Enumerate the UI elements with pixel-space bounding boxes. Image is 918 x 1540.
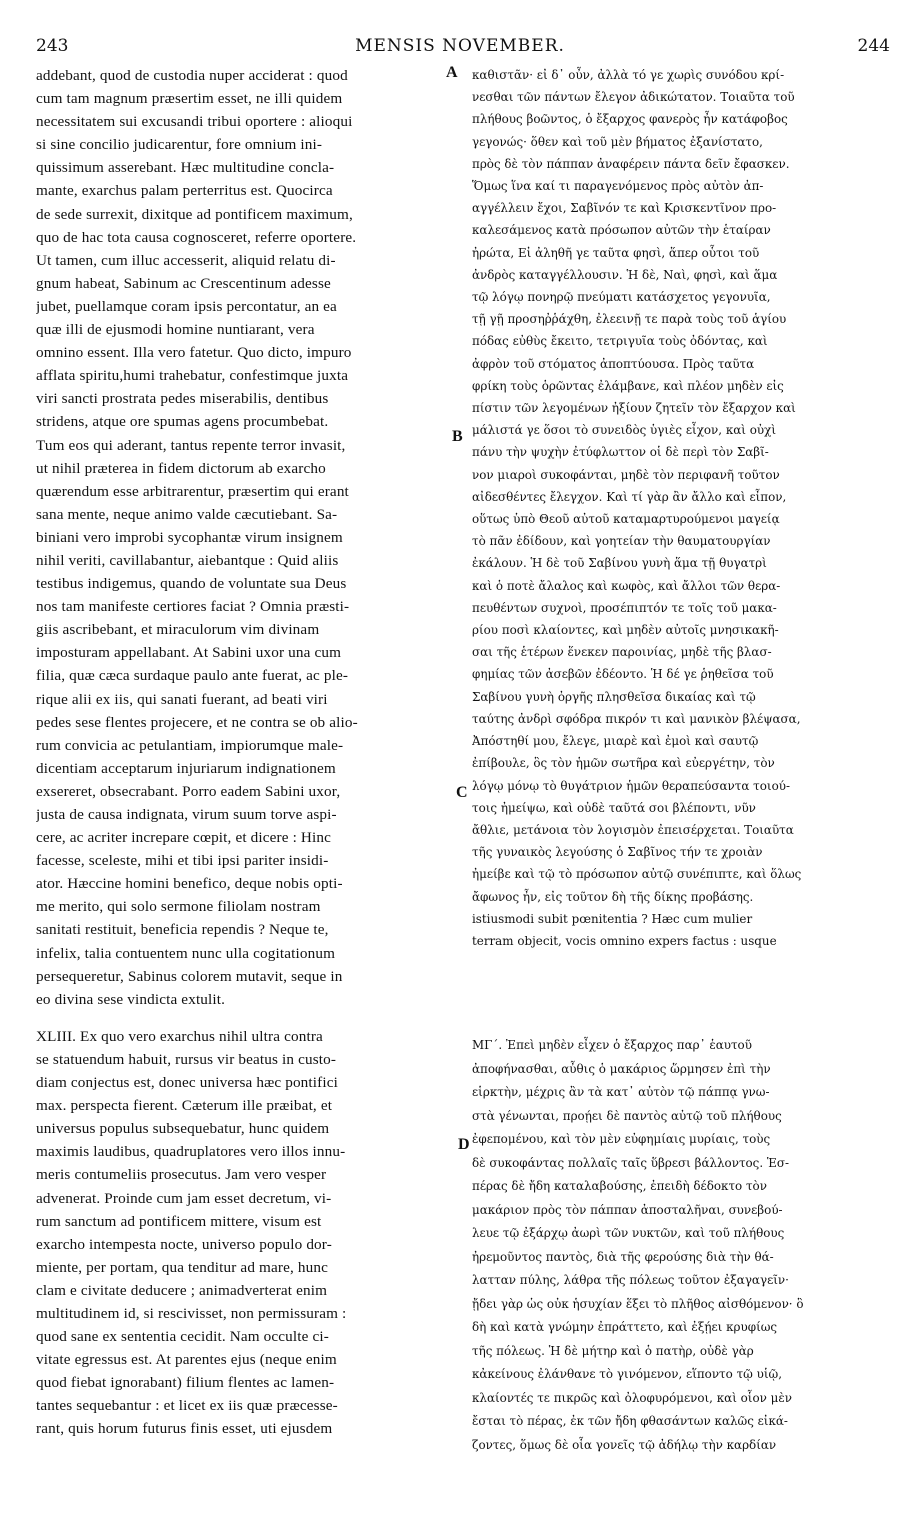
latin-text-line: necessitatem sui excusandi tribui oportere : alioqui bbox=[36, 113, 353, 131]
greek-column-bottom bbox=[472, 1034, 890, 1457]
greek-text-line: νον μιαροὶ συκοφάνται, μηδὲ τὸν περιφανῆ τοῦτον bbox=[472, 467, 780, 482]
latin-text-line: afflata spiritu,humi trahebatur, confestimque juxta bbox=[36, 367, 349, 385]
latin-text-line: miente, per portam, qua tenditur ad mare, hunc bbox=[36, 1258, 328, 1276]
latin-text-line: exsereret, obsecrabant. Porro eadem Sabini uxor, bbox=[36, 782, 341, 800]
latin-text-line: ator. Hæccine homini benefico, deque nobis opti- bbox=[36, 875, 343, 893]
latin-text-line: tantes sequebantur : et licet ex iis quæ præcesse- bbox=[36, 1397, 338, 1415]
section-marker-d: D bbox=[458, 1136, 470, 1153]
greek-text-line: ρίου ποσὶ κλαίοντες, καὶ μηδὲν αὐτοῖς μνησικακῆ- bbox=[472, 623, 779, 638]
greek-text-line: terram objecit, vocis omnino expers factus : usque bbox=[472, 933, 777, 948]
latin-text-line: me merito, qui solo sermone filiolam nostram bbox=[36, 898, 321, 916]
greek-text-line: ἐπίβουλε, ὃς τὸν ἡμῶν σωτῆρα καὶ εὐεργέτην, τὸν bbox=[472, 756, 775, 771]
page-number-left: 243 bbox=[36, 36, 69, 56]
latin-text-line: cum tam magnum præsertim esset, ne illi quidem bbox=[36, 90, 343, 108]
greek-text-line: κλαίοντές τε πικρῶς καὶ ὀλοφυρόμενοι, καὶ οἷον μὲν bbox=[472, 1390, 792, 1405]
greek-text-line: στὰ γένωνται, προῄει δὲ παντὸς αὐτῷ τοῦ πλήθους bbox=[472, 1108, 782, 1123]
latin-text-line: imposturam appellabant. At Sabini uxor una cum bbox=[36, 644, 342, 662]
greek-text-line: πέρας δὲ ἤδη καταλαβούσης, ἐπειδὴ δέδοκτο τὸν bbox=[472, 1179, 767, 1193]
greek-text-line: φρίκη τοὺς ὁρῶντας ἐλάμβανε, καὶ πλέον μηδὲν εἰς bbox=[472, 378, 784, 393]
latin-text-line: cere, ac acriter increpare cœpit, et dicere : Hinc bbox=[36, 829, 332, 847]
greek-text-line: ἀποφήνασθαι, αὖθις ὁ μακάριος ὥρμησεν ἐπὶ τὴν bbox=[472, 1061, 771, 1076]
latin-text-line: infelix, talia contuentem nunc ulla cogitationum bbox=[36, 944, 336, 962]
page-header bbox=[30, 36, 890, 62]
greek-text-line: πευθέντων συχνοὶ, προσέπιπτόν τε τοῖς τοῦ μακα- bbox=[472, 600, 777, 615]
greek-text-line: οὕτως ὑπὸ Θεοῦ αὐτοῦ καταμαρτυρούμενοι μαγείᾳ bbox=[472, 512, 780, 527]
latin-text-line: omnino essent. Illa vero fatetur. Quo dicto, impuro bbox=[36, 344, 352, 362]
latin-text-line: de sede surrexit, dixitque ad pontificem maximum, bbox=[36, 205, 353, 223]
greek-text-line: τῷ λόγῳ πονηρῷ πνεύματι κατάσχετος γεγονυῖα, bbox=[472, 290, 771, 305]
greek-text-line: μακάριον πρὸς τὸν πάππαν ἀποσταλῆναι, συνεβού- bbox=[472, 1202, 783, 1217]
latin-text-line: exarcho intempesta nocte, universo populo dor- bbox=[36, 1235, 332, 1253]
latin-text-line: max. perspecta fierent. Cæterum ille præibat, et bbox=[36, 1097, 333, 1115]
latin-text-line: jubet, puellamque coram ipsis percontatur, an ea bbox=[36, 297, 337, 315]
greek-text-line: λόγῳ μόνῳ τὸ θυγάτριον ἡμῶν θεραπεύσαντα τοιού- bbox=[472, 778, 790, 793]
greek-text-line: istiusmodi subit pœnitentia ? Hæc cum mulier bbox=[472, 911, 753, 926]
greek-text-line: πόδας εὐθὺς ἔκειτο, τετριγυῖα τοὺς ὀδόντας, καὶ bbox=[472, 334, 768, 349]
greek-text-line: ταύτης ἀνδρὶ σφόδρα πικρόν τι καὶ μανικὸν βλέψασα, bbox=[472, 711, 801, 726]
greek-text-line: ἠρεμοῦντος παντὸς, διὰ τῆς φερούσης διὰ τὴν θά- bbox=[472, 1249, 774, 1264]
greek-text-line: τὸ πᾶν ἐδίδουν, καὶ γοητείαν τὴν θαυματουργίαν bbox=[472, 534, 771, 549]
latin-text-line: pedes sese flentes projecere, et ne contra se ob alio- bbox=[36, 713, 358, 731]
latin-text-line: maximis laudibus, quadruplatores vero illos innu- bbox=[36, 1143, 346, 1161]
page-number-right: 244 bbox=[857, 36, 890, 56]
latin-text-line: quo de hac tota causa cognosceret, referre oportere. bbox=[36, 228, 357, 246]
greek-text-line: ἐκάλουν. Ἡ δὲ τοῦ Σαβίνου γυνὴ ἅμα τῇ θυγατρὶ bbox=[472, 556, 767, 571]
latin-text-line: universus populus subsequebatur, hunc quidem bbox=[36, 1120, 330, 1138]
greek-text-line: καλεσάμενος κατὰ πρόσωπον αὐτῶν τὴν ἑταίραν bbox=[472, 223, 771, 238]
greek-text-line: ἠρώτα, Εἰ ἀληθῆ γε ταῦτα φησὶ, ἅπερ οὗτοι τοῦ bbox=[472, 245, 760, 260]
latin-text-line: rant, quis horum futurus finis esset, uti ejusdem bbox=[36, 1420, 333, 1438]
latin-text-line: clam e civitate deducere ; animadverterat enim bbox=[36, 1281, 328, 1299]
latin-text-line: quod fiebat ignorabant) filium flentes ac lamen- bbox=[36, 1374, 335, 1392]
greek-text-line: ἀνδρὸς καταγγέλλουσιν. Ἡ δὲ, Ναὶ, φησὶ, καὶ ἅμα bbox=[472, 267, 778, 282]
greek-text-line: λατταν πύλης, λάθρα τῆς πόλεως τοῦτον ἐξαγαγεῖν· bbox=[472, 1273, 789, 1287]
greek-text-line: πλήθους βοῶντος, ὁ ἔξαρχος φανερὸς ἦν κατάφοβος bbox=[472, 112, 788, 127]
greek-text-line: τῆς πόλεως. Ἡ δὲ μήτηρ καὶ ὁ πατὴρ, οὐδὲ γὰρ bbox=[472, 1343, 754, 1358]
latin-text-line: XLIII. Ex quo vero exarchus nihil ultra contra bbox=[36, 1027, 323, 1045]
latin-text-line: justa de causa indignata, virum suum torve aspi- bbox=[36, 806, 337, 823]
latin-text-line: advenerat. Proinde cum jam esset decretum, vi- bbox=[36, 1189, 332, 1207]
latin-column bbox=[36, 64, 460, 1441]
greek-text-line: καὶ ὁ ποτὲ ἄλαλος καὶ κωφὸς, καὶ ἄλλοι τῶν θερα- bbox=[472, 578, 781, 593]
paragraph-gap bbox=[36, 1011, 460, 1025]
latin-text-line: Tum eos qui aderant, tantus repente terror invasit, bbox=[36, 436, 346, 454]
latin-text-line: nos tam manifeste certiores faciat ? Omnia præsti- bbox=[36, 598, 350, 616]
latin-text-line: rum sanctum ad pontificem mittere, visum est bbox=[36, 1212, 322, 1230]
latin-text-line: rique alii ex iis, qui sanati fuerant, ad beati viri bbox=[36, 690, 328, 708]
greek-text-line: δὴ καὶ κατὰ γνώμην ἐπράττετο, καὶ ἐξῄει κρυφίως bbox=[472, 1320, 778, 1334]
latin-text-line: nihil veriti, cavillabantur, aiebantque : Quid aliis bbox=[36, 551, 339, 569]
greek-text-line: τῆς γυναικὸς λεγούσης ὁ Σαβῖνος τήν τε χροιὰν bbox=[472, 845, 763, 860]
greek-text-line: λευε τῷ ἐξάρχῳ ἀωρὶ τῶν νυκτῶν, καὶ τοῦ πλήθους bbox=[472, 1226, 785, 1240]
greek-text-line: δὲ συκοφάντας πολλαῖς ταῖς ὕβρεσι βάλλοντος. Ἑσ- bbox=[472, 1155, 790, 1170]
latin-text-line: filia, quæ cæca surdaque paulo ante fuerat, ac ple- bbox=[36, 667, 349, 685]
greek-text-line: τοις ἠμείψω, καὶ οὐδὲ ταῦτά σοι βλέποντι, νῦν bbox=[472, 800, 756, 815]
greek-text-line: φημίας τῶν ἀσεβῶν ἐδέοντο. Ἡ δέ γε ῥηθεῖσα τοῦ bbox=[472, 667, 774, 682]
greek-text-line: εἱρκτὴν, μέχρις ἂν τὰ κατ᾽ αὐτὸν τῷ πάππᾳ γνω- bbox=[472, 1085, 770, 1099]
latin-text-line: testibus indigemus, quando de voluntate sua Deus bbox=[36, 575, 347, 593]
greek-text-line: πρὸς δὲ τὸν πάππαν ἀναφέρειν πάντα δεῖν ἔφασκεν. bbox=[472, 156, 790, 171]
section-marker-a: A bbox=[446, 64, 458, 81]
greek-text-line: νεσθαι τῶν πάντων ἔλεγον ἀδικώτατον. Τοιαῦτα τοῦ bbox=[472, 90, 795, 105]
latin-text-line: se statuendum habuit, rursus vir beatus in custo- bbox=[36, 1050, 337, 1068]
latin-text-line: quissimum asserebant. Hæc multitudine concla- bbox=[36, 159, 335, 177]
latin-text-line: rum convicia ac petulantiam, impiorumque male- bbox=[36, 736, 344, 754]
greek-text-line: κἀκείνους ἐλάνθανε τὸ γινόμενον, εἵποντο τῷ υἱῷ, bbox=[472, 1367, 782, 1381]
greek-text-line: αγγέλλειν ἔχοι, Σαβῖνόν τε καὶ Κρισκεντῖνον προ- bbox=[472, 201, 777, 216]
latin-text-line: viri sancti prostrata pedes miserabilis, dentibus bbox=[36, 390, 329, 408]
latin-text-line: sana mente, neque animo valde cæcutiebant. Sa- bbox=[36, 505, 338, 523]
greek-text-line: ἠμείβε καὶ τῷ τὸ πρόσωπον αὐτῷ συνέπιπτε, καὶ ὅλως bbox=[472, 867, 802, 882]
greek-text-line: ἄθλιε, μετάνοια τὸν λογισμὸν ἐπεισέρχεται. Τοιαῦτα bbox=[472, 822, 794, 837]
section-marker-b: B bbox=[452, 428, 463, 445]
greek-text-line: ἄφωνος ἦν, εἰς τοῦτον δὴ τῆς δίκης προβάσης. bbox=[472, 889, 754, 904]
latin-text-line: mante, exarchus palam perterritus est. Quocirca bbox=[36, 182, 333, 200]
latin-text-line: si sine concilio judicarentur, fore omnium ini- bbox=[36, 136, 323, 154]
greek-text-line: καθιστᾶν· εἰ δ᾽ οὖν, ἀλλὰ τό γε χωρὶς συνόδου κρί- bbox=[472, 68, 785, 82]
latin-text-line: persequeretur, Sabinus colorem mutavit, seque in bbox=[36, 967, 343, 985]
latin-text-line: stridens, atque ore spumas agens procumbebat. bbox=[36, 413, 329, 431]
greek-text-line: ᾔδει γὰρ ὡς οὐκ ἡσυχίαν ἕξει τὸ πλῆθος αἰσθόμενον· ὃ bbox=[472, 1296, 804, 1311]
greek-text-line: τῇ γῇ προσηῤῥάχθη, ἐλεεινῇ τε παρὰ τοὺς τοῦ ἁγίου bbox=[472, 312, 787, 327]
greek-text-line: ζοντες, ὅμως δὲ οἷα γονεῖς τῷ ἀδήλῳ τὴν καρδίαν bbox=[472, 1437, 777, 1452]
greek-text-line: ΜΓ΄. Ἐπεὶ μηδὲν εἶχεν ὁ ἔξαρχος παρ᾽ ἑαυτοῦ bbox=[472, 1038, 752, 1052]
latin-text-line: diam conjectus est, donec universa hæc pontifici bbox=[36, 1074, 339, 1092]
latin-text-line: multitudinem id, si rescivisset, non permissuram : bbox=[36, 1304, 347, 1322]
greek-text-line: γεγονώς· ὅθεν καὶ τοῦ μὲν βήματος ἐξανίστατο, bbox=[472, 134, 763, 149]
greek-text-line: ἀφρὸν τοῦ στόματος ἀποπτύουσα. Πρὸς ταῦτα bbox=[472, 356, 755, 371]
greek-text-line: πίστιν τῶν λεγομένων ἠξίουν ζητεῖν τὸν ἔξαρχον καὶ bbox=[472, 401, 796, 416]
greek-text-line: σαι τῆς ἑτέρων ἕνεκεν παροινίας, μηδὲ τῆς βλασ- bbox=[472, 645, 772, 660]
greek-text-line: ἐφεπομένου, καὶ τὸν μὲν εὐφημίαις μυρίαις, τοὺς bbox=[472, 1132, 771, 1146]
latin-text-line: sanitati restituit, beneficia rependis ? Neque te, bbox=[36, 921, 329, 939]
running-title: MENSIS NOVEMBER. bbox=[355, 36, 565, 56]
greek-text-line: πάνυ τὴν ψυχὴν ἐτύφλωττον οἱ δὲ περὶ τὸν Σαβῖ- bbox=[472, 445, 769, 460]
greek-text-line: Σαβίνου γυνὴ ὀργῆς πλησθεῖσα δικαίας καὶ τῷ bbox=[472, 689, 756, 704]
section-marker-c: C bbox=[456, 784, 468, 801]
latin-text-line: dicentiam acceptarum injuriarum indignationem bbox=[36, 759, 336, 777]
greek-text-line: αἰδεσθέντες ἔλεγχον. Καὶ τί γὰρ ἂν ἄλλο καὶ εἶπον, bbox=[472, 489, 787, 504]
latin-text-line: quæ illi de ejusmodi homine nuntiarant, vera bbox=[36, 321, 315, 339]
latin-text-line: vitate egressus est. At parentes ejus (neque enim bbox=[36, 1351, 337, 1369]
latin-text-line: giis ascribebant, et miraculorum vim divinam bbox=[36, 621, 320, 639]
latin-text-line: Ut tamen, cum illuc accesserit, aliquid relatu di- bbox=[36, 251, 336, 269]
greek-text-line: μάλιστά γε ὅσοι τὸ συνειδὸς ὑγιὲς εἶχον, καὶ οὐχὶ bbox=[472, 423, 777, 438]
latin-text-line: biniani vero improbi sycophantæ virum insignem bbox=[36, 528, 343, 546]
latin-text-line: gnum habeat, Sabinum ac Crescentinum adesse bbox=[36, 274, 331, 292]
latin-text-line: meris contumeliis prosecutus. Jam vero vesper bbox=[36, 1166, 327, 1184]
latin-text-line: eo divina sese vindicta extulit. bbox=[36, 990, 226, 1008]
greek-text-line: Ἀπόστηθί μου, ἔλεγε, μιαρὲ καὶ ἐμοὶ καὶ σαυτῷ bbox=[472, 734, 759, 749]
greek-text-line: ἔσται τὸ πέρας, ἐκ τῶν ἤδη φθασάντων καλῶς εἰκά- bbox=[472, 1414, 788, 1428]
greek-text-line: Ὅμως ἵνα καί τι παραγενόμενος πρὸς αὐτὸν ἀπ- bbox=[472, 179, 764, 194]
latin-text-line: addebant, quod de custodia nuper acciderat : quod bbox=[36, 67, 348, 84]
latin-text-line: facesse, sceleste, mihi et tibi ipsi pariter insidi- bbox=[36, 852, 329, 870]
latin-text-line: ut nihil præterea in fidem dictorum ab exarcho bbox=[36, 459, 326, 477]
latin-text-line: quærendum esse arbitrarentur, præsertim qui erant bbox=[36, 482, 349, 500]
greek-column-top bbox=[472, 64, 890, 952]
latin-text-line: quod sane ex sententia cecidit. Nam occulte ci- bbox=[36, 1328, 329, 1346]
